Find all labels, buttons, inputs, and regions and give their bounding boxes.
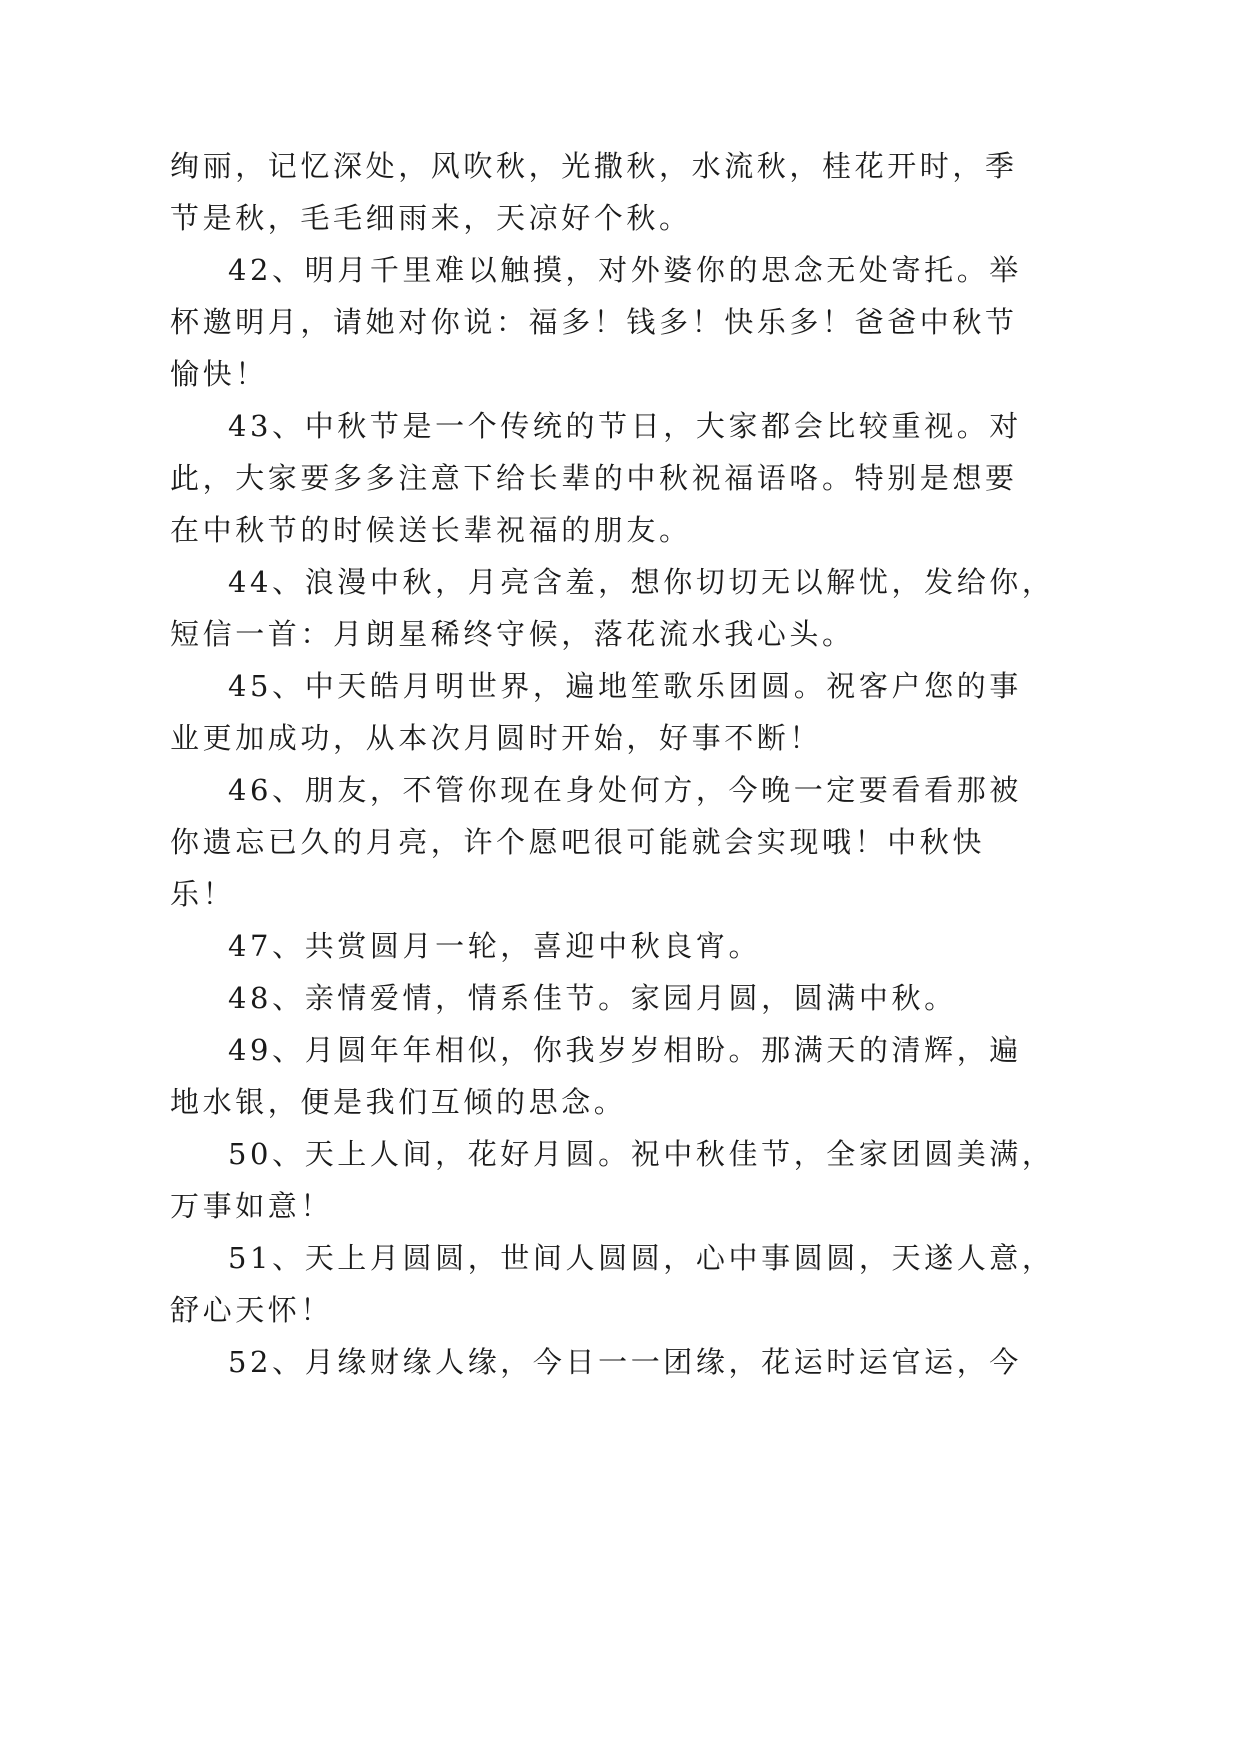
text-line: 节是秋，毛毛细雨来，天凉好个秋。 (170, 201, 692, 235)
text-line: 舒心天怀！ (170, 1293, 334, 1327)
text-line: 业更加成功，从本次月圆时开始，好事不断！ (170, 721, 823, 755)
text-line: 此，大家要多多注意下给长辈的中秋祝福语咯。特别是想要 (170, 461, 1018, 495)
text-line: 地水银，便是我们互倾的思念。 (170, 1085, 627, 1119)
text-line: 47、共赏圆月一轮，喜迎中秋良宵。 (228, 929, 762, 963)
text-line: 50、天上人间，花好月圆。祝中秋佳节，全家团圆美满， (228, 1137, 1055, 1171)
text-line: 44、浪漫中秋，月亮含羞，想你切切无以解忧，发给你， (228, 565, 1055, 599)
text-line: 万事如意！ (170, 1189, 334, 1223)
text-line: 乐！ (170, 877, 236, 911)
text-line: 愉快！ (170, 357, 268, 391)
text-line: 你遗忘已久的月亮，许个愿吧很可能就会实现哦！中秋快 (170, 825, 986, 859)
text-line: 在中秋节的时候送长辈祝福的朋友。 (170, 513, 692, 547)
text-line: 48、亲情爱情，情系佳节。家园月圆，圆满中秋。 (228, 981, 957, 1015)
text-line: 52、月缘财缘人缘，今日一一团缘，花运时运官运，今 (228, 1345, 1022, 1379)
text-line: 短信一首：月朗星稀终守候，落花流水我心头。 (170, 617, 855, 651)
text-line: 49、月圆年年相似，你我岁岁相盼。那满天的清辉，遍 (228, 1033, 1022, 1067)
text-line: 绚丽，记忆深处，风吹秋，光撒秋，水流秋，桂花开时，季 (170, 149, 1018, 183)
text-line: 杯邀明月，请她对你说：福多！钱多！快乐多！爸爸中秋节 (170, 305, 1018, 339)
text-line: 51、天上月圆圆，世间人圆圆，心中事圆圆，天遂人意， (228, 1241, 1055, 1275)
text-line: 42、明月千里难以触摸，对外婆你的思念无处寄托。举 (228, 253, 1022, 287)
text-line: 45、中天皓月明世界，遍地笙歌乐团圆。祝客户您的事 (228, 669, 1022, 703)
text-line: 46、朋友，不管你现在身处何方，今晚一定要看看那被 (228, 773, 1022, 807)
text-line: 43、中秋节是一个传统的节日，大家都会比较重视。对 (228, 409, 1022, 443)
